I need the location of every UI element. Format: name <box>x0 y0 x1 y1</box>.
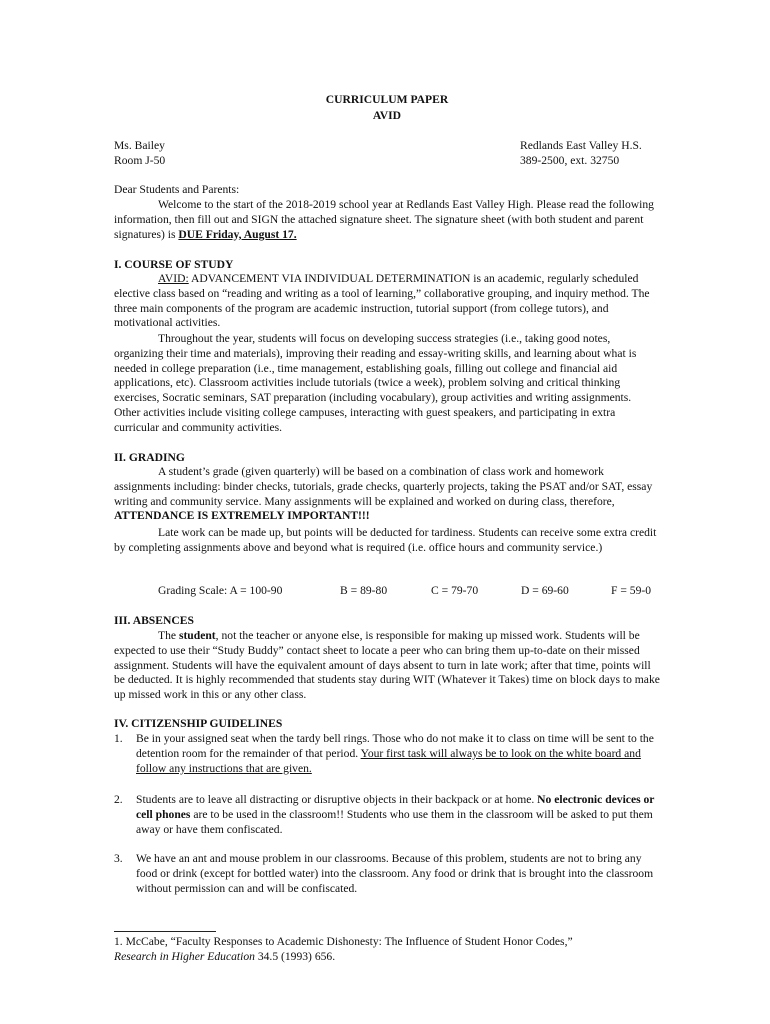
avid-label: AVID: <box>158 272 189 285</box>
list-item-text <box>136 732 660 776</box>
section-heading-grading: II. GRADING <box>114 451 185 464</box>
list-number: 1. <box>114 732 123 745</box>
document-title: CURRICULUM PAPER <box>325 93 449 106</box>
grading-p1-text: A student’s grade (given quarterly) will be based on a combination of class work and homework assignments including: binder checks, tutorials, grade checks, quarterly projects, taking the PSAT and/or SAT, essay writing and community service. Many assignments will be explained and worked on during class, therefore, <box>114 465 653 508</box>
footnote-citation: 34.5 (1993) 656. <box>254 950 336 963</box>
document-subtitle: AVID <box>372 109 402 122</box>
school-name: Redlands East Valley H.S. <box>520 139 642 152</box>
section-heading-citizenship: IV. CITIZENSHIP GUIDELINES <box>114 717 283 730</box>
attendance-notice: ATTENDANCE IS EXTREMELY IMPORTANT!!! <box>114 509 370 523</box>
grading-paragraph-2: Late work can be made up, but points will be deducted for tardiness. Students can receive some extra credit by completing assignments above and beyond what is required (i.e. office hours and community service.) <box>114 526 657 554</box>
grading-scale-c: C = 79-70 <box>431 584 479 597</box>
list-item-text <box>136 793 660 837</box>
room-number: Room J-50 <box>114 154 166 167</box>
guideline-2-post: are to be used in the classroom!! Students who use them in the classroom will be asked to put them away or have them confiscated. <box>136 807 653 836</box>
footnote-line-2 <box>114 950 660 965</box>
course-p1-text: ADVANCEMENT VIA INDIVIDUAL DETERMINATION is an academic, regularly scheduled elective class based on “reading and writing as a tool of learning,” collaborative grouping, and inquiry method. The three main components of the program are academic instruction, tutorial support (from college tutors), and motivational activities. <box>114 272 650 330</box>
absences-student: student <box>178 629 216 642</box>
grading-scale-d: D = 69-60 <box>521 584 569 597</box>
list-item-text: We have an ant and mouse problem in our classrooms. Because of this problem, students are not to bring any food or drink (except for bottled water) into the classroom. Any food or drink that is brought into the classroom without permission can and will be confiscated. <box>136 852 654 895</box>
absences-pre: The <box>158 629 179 642</box>
guideline-2-bold: No electronic devices or cell phones <box>136 793 655 821</box>
footnote-divider <box>114 931 216 932</box>
guideline-1-text: Be in your assigned seat when the tardy bell rings. Those who do not make it to class on time will be sent to the detention room for the remainder of that period. <box>136 732 654 760</box>
grading-scale-a: Grading Scale: A = 100-90 <box>158 584 283 597</box>
grading-paragraph-1 <box>114 465 660 524</box>
guideline-1-underlined: Your first task will always be to look on the white board and follow any instructions that are given. <box>136 746 641 775</box>
guideline-2-pre: Students are to leave all distracting or disruptive objects in their backpack or at home. <box>136 793 538 806</box>
greeting: Dear Students and Parents: <box>114 183 240 196</box>
section-heading-course: I. COURSE OF STUDY <box>114 258 234 271</box>
course-paragraph-1 <box>114 272 660 331</box>
list-number: 2. <box>114 793 123 806</box>
course-paragraph-2: Throughout the year, students will focus on developing success strategies (i.e., taking good notes, organizing their time and materials), improving their reading and essay-writing skills, and learning about what is needed in college preparation (i.e., time management, establishing goals, filling out college and financial aid applications, etc). Classroom activities include tutorials (twice a week), problem solving and critical thinking exercises, Socratic seminars, SAT preparation (including vocabulary), group activities and writing assignments. Other activities include visiting college campuses, interacting with guest speakers, and participating in extra curricular and community activities. <box>114 332 637 434</box>
footnote-journal: Research in Higher Education <box>114 950 255 963</box>
intro-paragraph <box>114 198 660 242</box>
list-number: 3. <box>114 852 123 865</box>
teacher-name: Ms. Bailey <box>114 139 165 152</box>
footnote-line-1: 1. McCabe, “Faculty Responses to Academic Dishonesty: The Influence of Student Honor Codes,” <box>114 935 573 948</box>
absences-paragraph <box>114 629 660 703</box>
absences-text: , not the teacher or anyone else, is responsible for making up missed work. Students will be expected to use their “Study Buddy” contact sheet to locate a peer who can bring them up-to-date on their missed assignment. Students will have the equivalent amount of days absent to turn in late work; after that time, points will be deducted. It is highly recommended that students stay during WIT (Whatever it Takes) time on block days to make up missed work in this or any other class. <box>114 629 660 702</box>
school-phone: 389-2500, ext. 32750 <box>520 154 620 167</box>
grading-scale-f: F = 59-0 <box>611 584 652 597</box>
grading-scale-b: B = 89-80 <box>340 584 388 597</box>
section-heading-absences: III. ABSENCES <box>114 614 194 627</box>
due-date: DUE Friday, August 17. <box>178 227 297 241</box>
intro-text: Welcome to the start of the 2018-2019 school year at Redlands East Valley High. Please read the following information, then fill out and SIGN the attached signature sheet. The signature sheet (with both student and parent signatures) is <box>114 198 654 241</box>
